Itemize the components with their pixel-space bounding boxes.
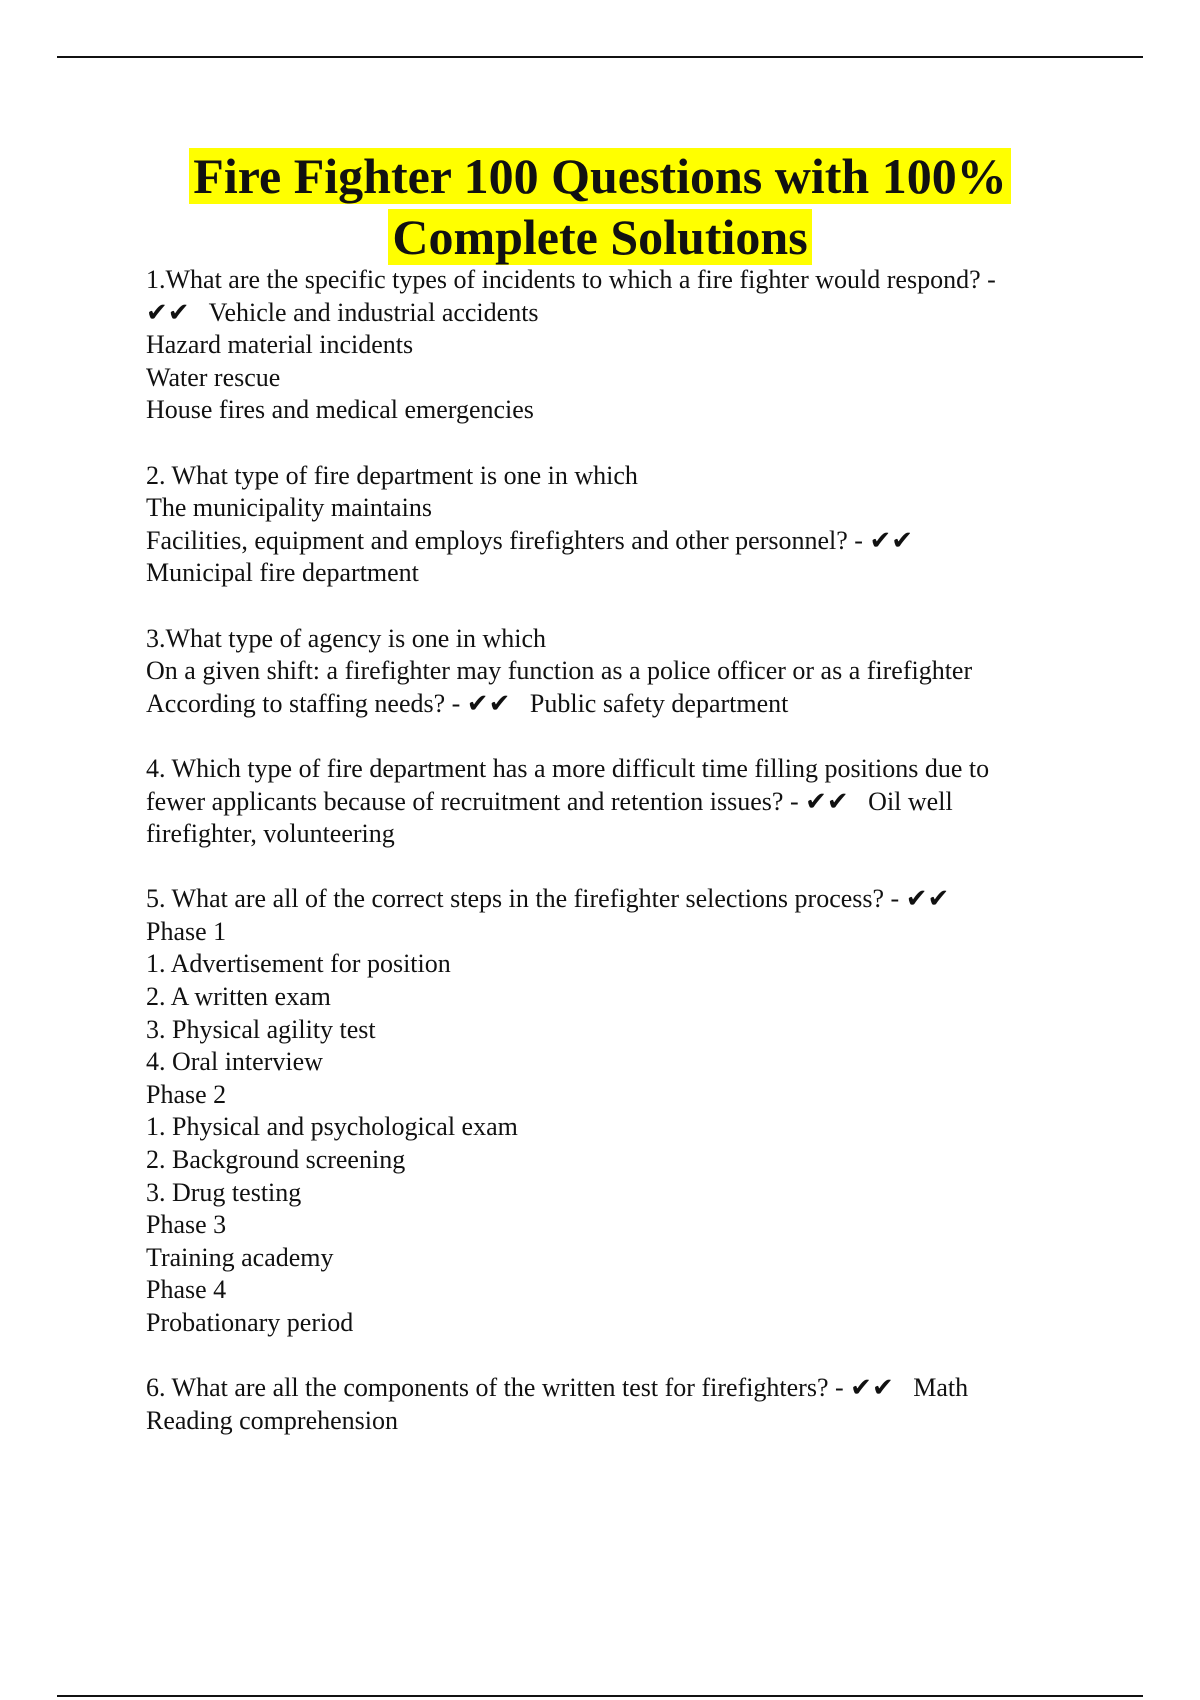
text-line: Water rescue (146, 362, 281, 392)
text-line: 4. Oral interview (146, 1047, 323, 1077)
text-line: 3. Drug testing (146, 1177, 302, 1207)
question-block (146, 623, 1086, 721)
text-line: 2. Background screening (146, 1145, 406, 1175)
text-line: firefighter, volunteering (146, 819, 395, 849)
spacer (146, 720, 1086, 753)
text-line: Phase 3 (146, 1210, 227, 1240)
question-block (146, 883, 1086, 1339)
text-line: House fires and medical emergencies (146, 395, 534, 425)
spacer (146, 427, 1086, 460)
text-line: According to staffing needs? - ✔✔ Public safety department (146, 688, 789, 718)
bottom-rule (57, 1695, 1143, 1697)
text-line: The municipality maintains (146, 493, 432, 523)
text-line: Phase 1 (146, 916, 227, 946)
title-line-2: Complete Solutions (388, 209, 811, 265)
text-line: 2. What type of fire department is one in which (146, 460, 638, 490)
text-line: 3. Physical agility test (146, 1014, 376, 1044)
page-title (0, 146, 1200, 268)
text-line: 1.What are the specific types of incidents to which a fire fighter would respond? - (146, 265, 996, 294)
spacer (146, 1340, 1086, 1373)
text-line: 5. What are all of the correct steps in the firefighter selections process? - ✔✔ (146, 884, 950, 914)
text-line: Municipal fire department (146, 558, 419, 588)
text-line: Probationary period (146, 1308, 354, 1337)
text-line: Facilities, equipment and employs firefighters and other personnel? - ✔✔ (146, 525, 914, 555)
question-block (146, 753, 1086, 851)
text-line: 6. What are all the components of the written test for firefighters? - ✔✔ Math (146, 1373, 969, 1403)
text-line: Reading comprehension (146, 1405, 398, 1435)
text-line: 1. Physical and psychological exam (146, 1112, 518, 1142)
question-list (146, 264, 1086, 1437)
question-block (146, 264, 1086, 427)
text-line: Phase 2 (146, 1079, 227, 1109)
title-line-1: Fire Fighter 100 Questions with 100% (189, 148, 1010, 204)
spacer (146, 590, 1086, 623)
top-rule (57, 56, 1143, 58)
spacer (146, 851, 1086, 884)
text-line: 1. Advertisement for position (146, 949, 451, 979)
text-line: Hazard material incidents (146, 330, 414, 360)
text-line: 2. A written exam (146, 982, 331, 1012)
text-line: 4. Which type of fire department has a more difficult time filling positions due to (146, 753, 990, 783)
text-line: fewer applicants because of recruitment and retention issues? - ✔✔ Oil well (146, 786, 953, 816)
text-line: 3.What type of agency is one in which (146, 623, 546, 653)
text-line: Phase 4 (146, 1275, 227, 1305)
question-block (146, 460, 1086, 590)
text-line: On a given shift: a firefighter may function as a police officer or as a firefighter (146, 656, 973, 686)
text-line: ✔✔ Vehicle and industrial accidents (146, 297, 539, 327)
text-line: Training academy (146, 1242, 334, 1272)
question-block (146, 1372, 1086, 1437)
